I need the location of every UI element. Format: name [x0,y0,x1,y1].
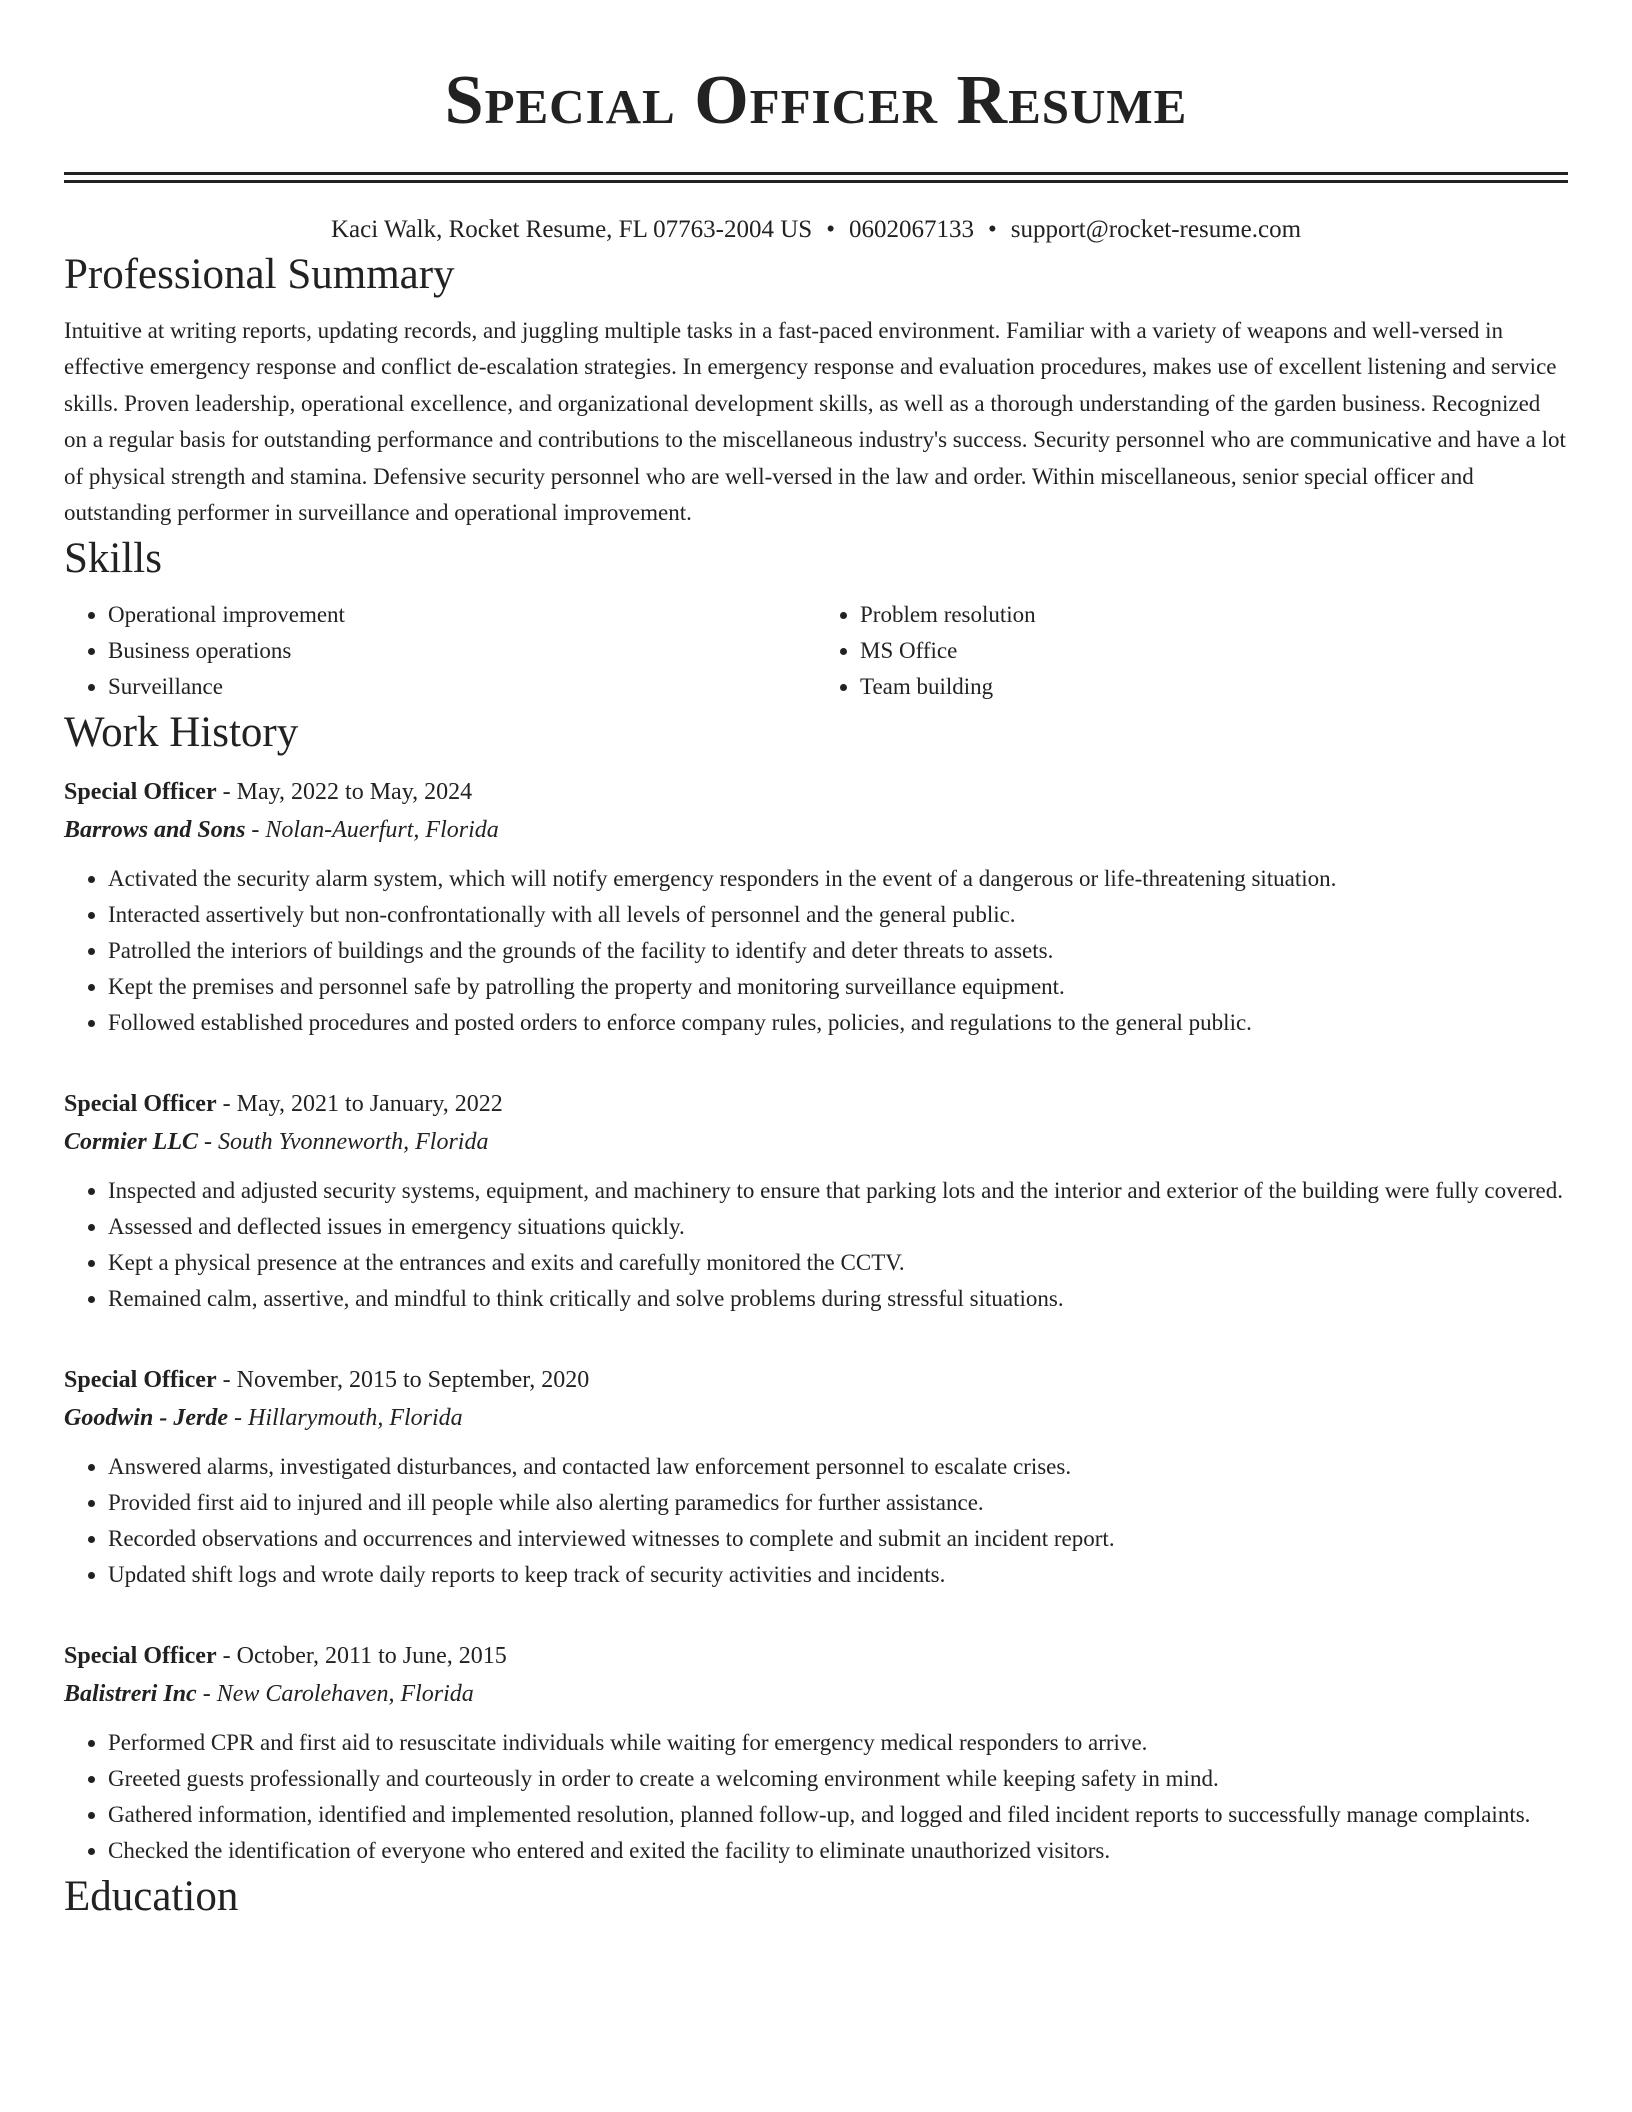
job-duties [64,1725,1568,1869]
job-duty: • Updated shift logs and wrote daily reports to keep track of security activities and incidents. [108,1557,1568,1593]
job-duties [64,861,1568,1041]
skills-column-right [816,597,1568,705]
job-duty: • Kept the premises and personnel safe by patrolling the property and monitoring surveillance equipment. [108,969,1568,1005]
job-company: Balistreri Inc [64,1681,197,1708]
job-location: - New Carolehaven, Florida [196,1681,474,1708]
job-dates: - May, 2021 to January, 2022 [216,1091,503,1118]
job-duty: • Checked the identification of everyone who entered and exited the facility to eliminate unauthorized visitors. [108,1833,1568,1869]
skill-item: • MS Office [860,633,1568,669]
job-company: Barrows and Sons [64,817,246,844]
contact-separator: • [987,216,997,243]
job-title-line [64,1085,1568,1123]
skills-heading: Skills [64,535,162,583]
job-duty: • Provided first aid to injured and ill people while also alerting paramedics for further assistance. [108,1485,1568,1521]
job-title-line [64,1361,1568,1399]
resume-title: Special Officer Resume [444,62,1188,139]
job-company: Cormier LLC [64,1129,199,1156]
job-title: Special Officer [64,779,217,806]
job-location: - Hillarymouth, Florida [228,1405,463,1432]
job-duty: • Followed established procedures and posted orders to enforce company rules, policies, and regulations to the general public. [108,1005,1568,1041]
job-duty: • Interacted assertively but non-confrontationally with all levels of personnel and the general public. [108,897,1568,933]
job-duty: • Assessed and deflected issues in emergency situations quickly. [108,1209,1568,1245]
skills-list [64,597,1568,705]
job-duty: • Remained calm, assertive, and mindful to think critically and solve problems during stressful situations. [108,1281,1568,1317]
job-employer-line [64,811,1568,849]
skill-item: • Business operations [108,633,816,669]
job-dates: - October, 2011 to June, 2015 [216,1643,507,1670]
skill-item: • Operational improvement [108,597,816,633]
job-location: - Nolan-Auerfurt, Florida [245,817,499,844]
skill-item: • Problem resolution [860,597,1568,633]
job-duty: • Gathered information, identified and implemented resolution, planned follow-up, and logged and filed incident reports to successfully manage complaints. [108,1797,1568,1833]
job-duty: • Activated the security alarm system, which will notify emergency responders in the event of a dangerous or life-threatening situation. [108,861,1568,897]
education-heading: Education [64,1873,239,1921]
job-duty: • Answered alarms, investigated disturbances, and contacted law enforcement personnel to escalate crises. [108,1449,1568,1485]
job-employer-line [64,1675,1568,1713]
job-title-line [64,1637,1568,1675]
job-duties [64,1449,1568,1593]
contact-address: Kaci Walk, Rocket Resume, FL 07763-2004 US [330,216,813,243]
contact-separator: • [826,216,835,243]
contact-line [64,213,1568,247]
job-title-line [64,773,1568,811]
job-title: Special Officer [64,1643,217,1670]
job-duty: • Inspected and adjusted security systems, equipment, and machinery to ensure that parking lots and the interior and exterior of the building were fully covered. [108,1173,1568,1209]
job-duty: • Greeted guests professionally and courteously in order to create a welcoming environment while keeping safety in mind. [108,1761,1568,1797]
job-employer-line [64,1399,1568,1437]
job-location: - South Yvonneworth, Florida [198,1129,489,1156]
job-duty: • Patrolled the interiors of buildings and the grounds of the facility to identify and deter threats to assets. [108,933,1568,969]
job-duty: • Kept a physical presence at the entrances and exits and carefully monitored the CCTV. [108,1245,1568,1281]
job-entry [64,1637,1568,1869]
job-duty: • Performed CPR and first aid to resuscitate individuals while waiting for emergency medical responders to arrive. [108,1725,1568,1761]
summary-heading: Professional Summary [64,251,455,298]
job-entry [64,1085,1568,1317]
job-company: Goodwin - Jerde [64,1405,228,1432]
job-entry [64,1361,1568,1593]
skill-item: • Surveillance [108,669,816,705]
job-entry [64,773,1568,1041]
skill-item: • Team building [860,669,1568,705]
job-title: Special Officer [64,1367,217,1394]
summary-text: Intuitive at writing reports, updating records, and juggling multiple tasks in a fast-paced environment. Familiar with a variety of weapons and well-versed in effective emergency response and conflict de-escalation strategies. In emergency response and evaluation procedures, makes use of excellent listening and service skills. Proven leadership, operational excellence, and organizational development skills, as well as a thorough understanding of the garden business. Recognized on a regular basis for outstanding performance and contributions to the miscellaneous industry's success. Security personnel who are communicative and have a lot of physical strength and stamina. Defensive security personnel who are well-versed in the law and order. Within miscellaneous, senior special officer and outstanding performer in surveillance and operational improvement. [64,318,1566,526]
job-dates: - November, 2015 to September, 2020 [216,1367,590,1394]
contact-phone: 0602067133 [848,216,974,243]
job-duty: • Recorded observations and occurrences and interviewed witnesses to complete and submit an incident report. [108,1521,1568,1557]
work-history-heading: Work History [64,709,299,757]
contact-email: support@rocket-resume.com [1010,216,1302,243]
job-employer-line [64,1123,1568,1161]
job-duties [64,1173,1568,1317]
title-double-rule [64,172,1568,183]
skills-column-left [64,597,816,705]
job-dates: - May, 2022 to May, 2024 [216,779,473,806]
job-title: Special Officer [64,1091,217,1118]
